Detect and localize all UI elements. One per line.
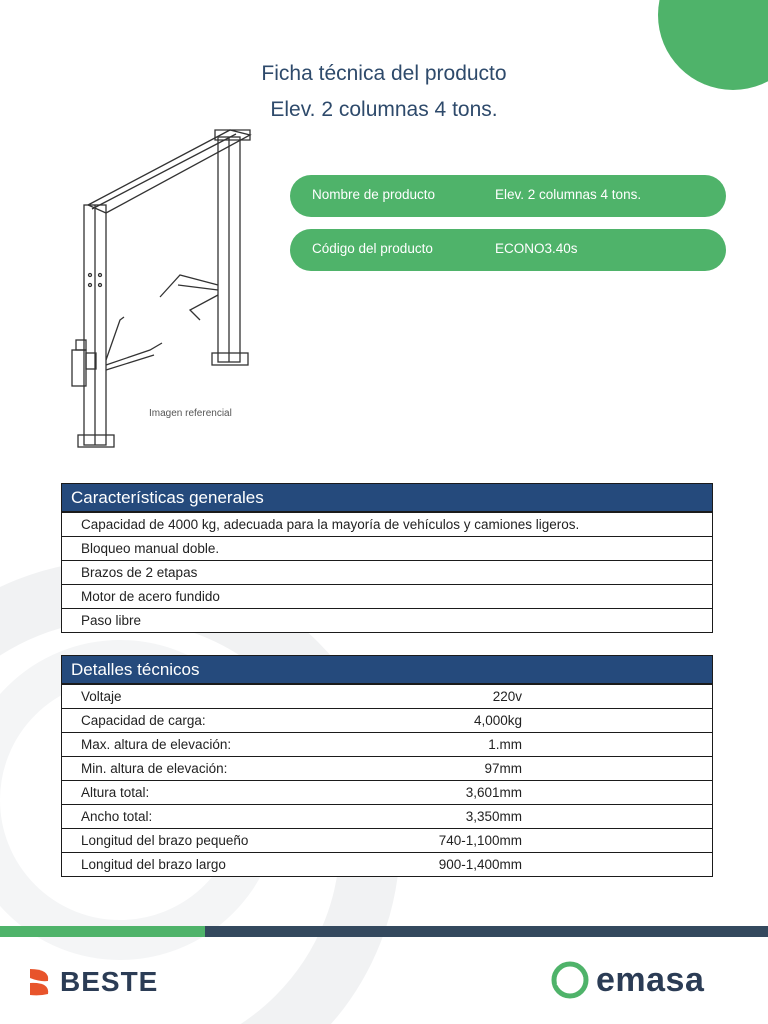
spec-label: Voltaje <box>81 689 122 704</box>
spec-label: Altura total: <box>81 785 150 800</box>
spec-value: 97mm <box>484 761 522 776</box>
spec-value: 1.mm <box>488 737 522 752</box>
feature-text: Motor de acero fundido <box>81 589 220 604</box>
table-row <box>62 560 712 584</box>
page-title: Ficha técnica del producto <box>261 62 507 85</box>
spec-label: Longitud del brazo pequeño <box>81 833 249 848</box>
spec-label: Max. altura de elevación: <box>81 737 232 752</box>
emasa-logo <box>550 958 704 1002</box>
spec-label: Ancho total: <box>81 809 153 824</box>
spec-value: 740-1,100mm <box>438 833 522 848</box>
product-name-value: Elev. 2 columnas 4 tons. <box>495 187 642 202</box>
feature-text: Paso libre <box>81 613 142 628</box>
image-caption: Imagen referencial <box>149 408 232 419</box>
product-code-pill <box>290 229 726 271</box>
spec-value: 220v <box>492 689 522 704</box>
general-features-title: Características generales <box>62 484 712 512</box>
technical-details-table <box>61 655 713 877</box>
spec-value: 3,350mm <box>465 809 522 824</box>
table-row <box>62 852 712 876</box>
spec-label: Longitud del brazo largo <box>81 857 226 872</box>
spec-value: 900-1,400mm <box>438 857 522 872</box>
table-row <box>62 608 712 632</box>
beste-mark-icon <box>26 966 54 998</box>
beste-logo-text: BESTE <box>60 966 159 997</box>
table-row <box>62 584 712 608</box>
product-code-label: Código del producto <box>312 241 433 256</box>
emasa-mark-icon <box>550 960 590 1000</box>
table-row <box>62 828 712 852</box>
table-row <box>62 708 712 732</box>
page-subtitle: Elev. 2 columnas 4 tons. <box>270 98 498 121</box>
table-row <box>62 756 712 780</box>
feature-text: Capacidad de 4000 kg, adecuada para la mayoría de vehículos y camiones ligeros. <box>81 517 580 532</box>
table-row <box>62 512 712 536</box>
table-row <box>62 732 712 756</box>
spec-label: Min. altura de elevación: <box>81 761 228 776</box>
emasa-logo-text: emasa <box>596 960 705 999</box>
spec-label: Capacidad de carga: <box>81 713 206 728</box>
table-row <box>62 684 712 708</box>
feature-text: Bloqueo manual doble. <box>81 541 220 556</box>
feature-text: Brazos de 2 etapas <box>81 565 198 580</box>
footer-bar-navy <box>205 926 768 937</box>
general-features-table <box>61 483 713 633</box>
product-name-label: Nombre de producto <box>312 187 436 202</box>
table-row <box>62 780 712 804</box>
table-row <box>62 804 712 828</box>
table-row <box>62 536 712 560</box>
technical-details-title: Detalles técnicos <box>62 656 712 684</box>
spec-value: 3,601mm <box>465 785 522 800</box>
beste-logo <box>26 962 158 1002</box>
footer-bar-green <box>0 926 205 937</box>
product-name-pill <box>290 175 726 217</box>
product-code-value: ECONO3.40s <box>495 241 578 256</box>
two-post-lift-icon <box>60 125 280 450</box>
spec-value: 4,000kg <box>473 713 522 728</box>
